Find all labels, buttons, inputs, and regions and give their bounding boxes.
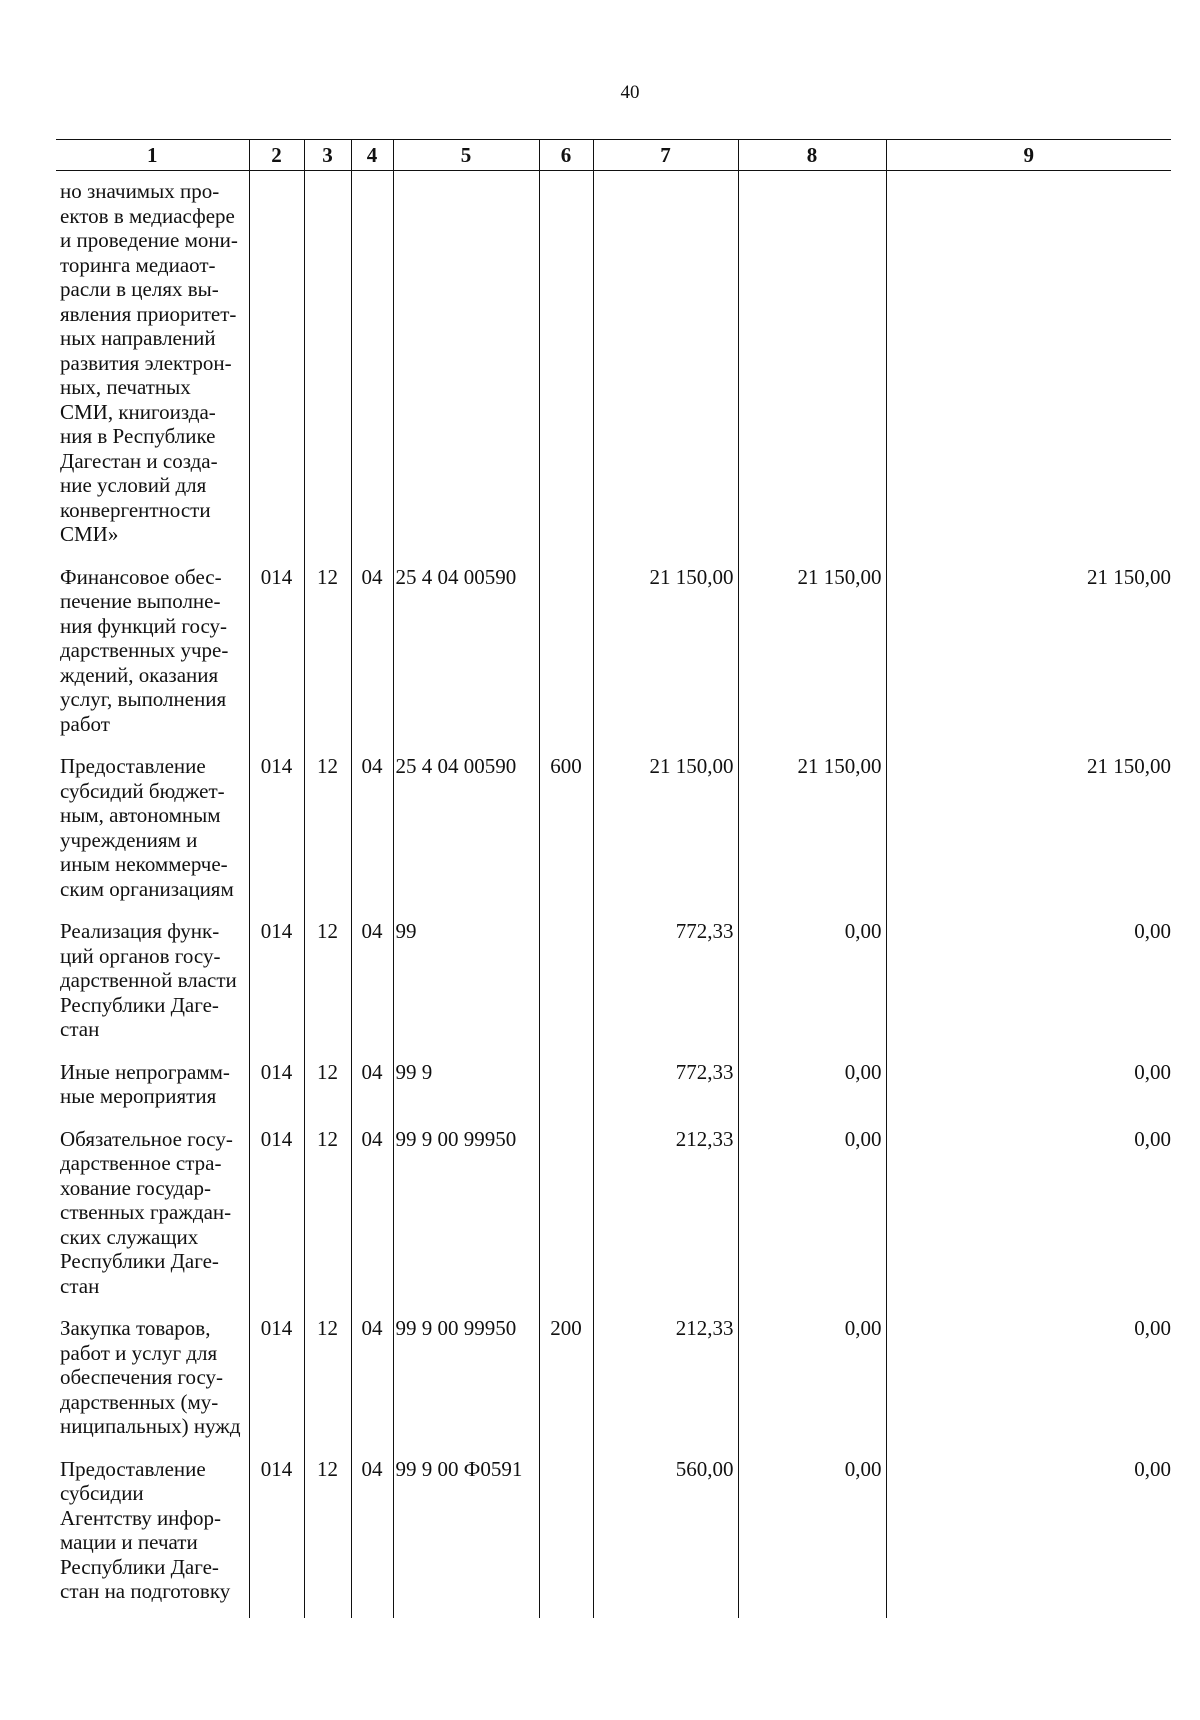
cell-code-5: 25 4 04 00590: [393, 754, 539, 919]
table-row: [56, 754, 1171, 919]
cell-code-6: [539, 171, 593, 565]
cell-amount-7: 560,00: [593, 1457, 738, 1618]
cell-code-3: 12: [304, 1127, 351, 1317]
table-row: [56, 565, 1171, 755]
col-header-9: 9: [886, 140, 1171, 171]
cell-code-6: 600: [539, 754, 593, 919]
col-header-5: 5: [393, 140, 539, 171]
cell-amount-8: [738, 171, 886, 565]
cell-amount-7: 772,33: [593, 919, 738, 1060]
cell-code-6: [539, 919, 593, 1060]
cell-code-2: [249, 171, 304, 565]
cell-code-5: 99 9 00 99950: [393, 1316, 539, 1457]
cell-amount-9: [886, 171, 1171, 565]
cell-code-5: 99: [393, 919, 539, 1060]
cell-code-3: 12: [304, 754, 351, 919]
table-row: [56, 1457, 1171, 1618]
col-header-6: 6: [539, 140, 593, 171]
cell-code-3: [304, 171, 351, 565]
cell-code-6: [539, 565, 593, 755]
col-header-7: 7: [593, 140, 738, 171]
col-header-4: 4: [351, 140, 393, 171]
header-row: [56, 140, 1171, 171]
cell-name: но значимых про- ектов в медиасфере и проведение мони- торинга медиаот- расли в целях вы- явления приоритет- ных направлений развития электрон- ных, печатных СМИ, книгоизда- ния в Республике Дагестан и созда- ние условий для конвергентности СМИ»: [56, 171, 249, 565]
cell-code-5: 25 4 04 00590: [393, 565, 539, 755]
cell-code-2: 014: [249, 919, 304, 1060]
cell-code-4: 04: [351, 565, 393, 755]
cell-code-2: 014: [249, 1316, 304, 1457]
cell-name: Закупка товаров, работ и услуг для обеспечения госу- дарственных (му- ниципальных) нужд: [56, 1316, 249, 1457]
cell-amount-9: 0,00: [886, 1316, 1171, 1457]
cell-amount-8: 0,00: [738, 1127, 886, 1317]
cell-amount-7: [593, 171, 738, 565]
cell-amount-7: 772,33: [593, 1060, 738, 1127]
cell-code-4: [351, 171, 393, 565]
col-header-1: 1: [56, 140, 249, 171]
cell-amount-9: 0,00: [886, 1457, 1171, 1618]
cell-code-4: 04: [351, 1457, 393, 1618]
cell-code-5: 99 9 00 99950: [393, 1127, 539, 1317]
col-header-2: 2: [249, 140, 304, 171]
cell-name: Иные непрограмм- ные мероприятия: [56, 1060, 249, 1127]
col-header-3: 3: [304, 140, 351, 171]
cell-code-4: 04: [351, 1316, 393, 1457]
cell-amount-8: 0,00: [738, 1060, 886, 1127]
table-body: [56, 171, 1171, 1618]
cell-name: Предоставление субсидий бюджет- ным, автономным учреждениям и иным некоммерче- ским организациям: [56, 754, 249, 919]
cell-code-2: 014: [249, 1127, 304, 1317]
cell-amount-8: 21 150,00: [738, 565, 886, 755]
cell-amount-9: 21 150,00: [886, 565, 1171, 755]
cell-code-6: [539, 1127, 593, 1317]
cell-amount-9: 0,00: [886, 1060, 1171, 1127]
cell-code-2: 014: [249, 1457, 304, 1618]
cell-name: Реализация функ- ций органов госу- дарственной власти Республики Даге- стан: [56, 919, 249, 1060]
cell-amount-7: 21 150,00: [593, 754, 738, 919]
cell-code-4: 04: [351, 1060, 393, 1127]
cell-amount-9: 21 150,00: [886, 754, 1171, 919]
budget-table: [56, 139, 1171, 1618]
cell-code-2: 014: [249, 1060, 304, 1127]
cell-code-3: 12: [304, 565, 351, 755]
cell-code-5: 99 9: [393, 1060, 539, 1127]
cell-code-4: 04: [351, 754, 393, 919]
cell-code-3: 12: [304, 1316, 351, 1457]
cell-code-4: 04: [351, 919, 393, 1060]
cell-code-3: 12: [304, 919, 351, 1060]
cell-code-5: 99 9 00 Ф0591: [393, 1457, 539, 1618]
cell-name: Финансовое обес- печение выполне- ния функций госу- дарственных учре- ждений, оказания услуг, выполнения работ: [56, 565, 249, 755]
cell-amount-7: 21 150,00: [593, 565, 738, 755]
cell-code-6: 200: [539, 1316, 593, 1457]
cell-code-2: 014: [249, 754, 304, 919]
cell-amount-7: 212,33: [593, 1127, 738, 1317]
cell-amount-9: 0,00: [886, 919, 1171, 1060]
cell-amount-8: 0,00: [738, 1316, 886, 1457]
cell-amount-7: 212,33: [593, 1316, 738, 1457]
table-row: [56, 1127, 1171, 1317]
cell-amount-9: 0,00: [886, 1127, 1171, 1317]
cell-code-5: [393, 171, 539, 565]
cell-name: Предоставление субсидии Агентству инфор- мации и печати Республики Даге- стан на подготовку: [56, 1457, 249, 1618]
cell-code-6: [539, 1060, 593, 1127]
cell-code-3: 12: [304, 1457, 351, 1618]
col-header-8: 8: [738, 140, 886, 171]
cell-amount-8: 21 150,00: [738, 754, 886, 919]
table-row: [56, 1316, 1171, 1457]
cell-name: Обязательное госу- дарственное стра- хование государ- ственных граждан- ских служащих Республики Даге- стан: [56, 1127, 249, 1317]
table-row: [56, 1060, 1171, 1127]
cell-code-4: 04: [351, 1127, 393, 1317]
cell-amount-8: 0,00: [738, 1457, 886, 1618]
page-number: 40: [620, 82, 640, 103]
cell-code-2: 014: [249, 565, 304, 755]
table-row: [56, 919, 1171, 1060]
cell-amount-8: 0,00: [738, 919, 886, 1060]
cell-code-3: 12: [304, 1060, 351, 1127]
table-row: [56, 171, 1171, 565]
cell-code-6: [539, 1457, 593, 1618]
